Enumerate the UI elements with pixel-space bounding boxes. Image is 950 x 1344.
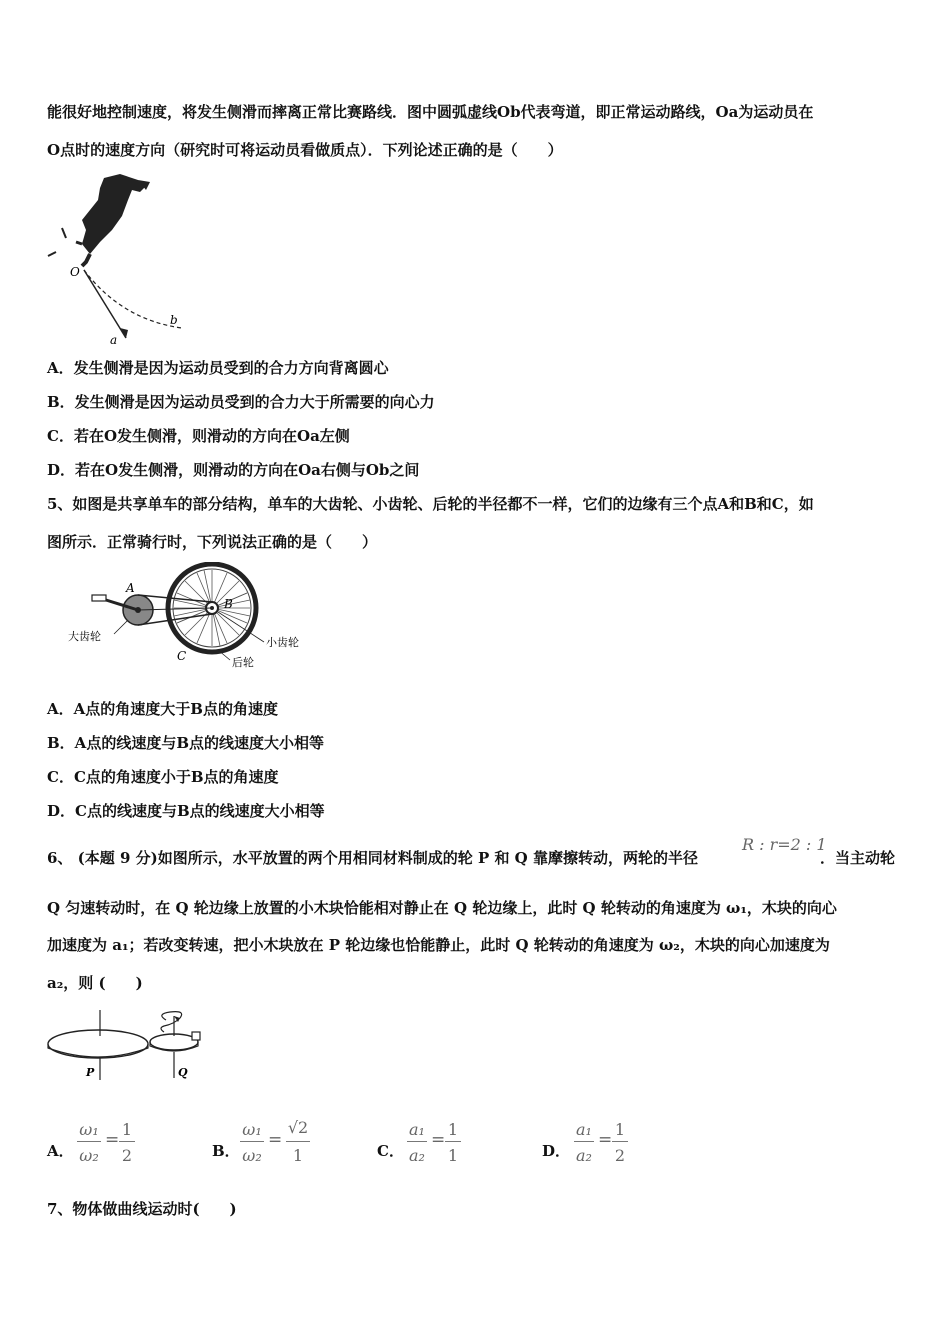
option-label: D． [542,1142,571,1160]
q5-text-line2: 图所示．正常骑行时，下列说法正确的是（ ） [47,533,378,551]
result-numerator: 1 [121,1120,133,1139]
q4-option-b: B．发生侧滑是因为运动员受到的合力大于所需要的向心力 [47,393,435,411]
q6-text-line1-post: ．当主动轮 [820,849,896,867]
wheel-p [48,1010,148,1080]
q4-option-a: A．发生侧滑是因为运动员受到的合力方向背离圆心 [47,359,389,377]
result-numerator: 1 [614,1120,626,1139]
rear-wheel-label: 后轮 [232,656,254,669]
wheel-q-label: Q [178,1066,188,1079]
skater-figure [42,170,192,350]
fraction-numerator: ω₁ [242,1120,262,1139]
radius-ratio: R : r=2 : 1 [742,835,827,854]
q6-text-line4: a₂，则 ( ) [47,974,143,992]
point-a-label: A [126,581,135,595]
result-numerator: √2 [287,1118,309,1137]
point-o-label: O [70,265,80,279]
q4-option-c: C．若在O发生侧滑，则滑动的方向在Oa左侧 [47,427,350,445]
wheel-q [150,1012,200,1078]
q5-option-d: D．C点的线速度与B点的线速度大小相等 [47,802,325,820]
q6-option-c: C． a₁ a₂ = 1 1 [377,1118,487,1168]
fraction-denominator: ω₂ [79,1146,99,1165]
result-denominator: 2 [614,1146,626,1165]
big-gear-label: 大齿轮 [68,630,101,643]
q4-text-line2: O点时的速度方向（研究时可将运动员看做质点）．下列论述正确的是（ ） [47,141,563,159]
option-label: C． [377,1142,404,1160]
wheels-figure [46,1008,216,1088]
result-denominator: 1 [447,1146,459,1165]
wheel-p-label: P [86,1066,95,1079]
q6-option-b: B． ω₁ ω₂ = √2 1 [212,1118,322,1168]
point-c-label: C [177,649,187,663]
q5-option-b: B．A点的线速度与B点的线速度大小相等 [47,734,324,752]
fraction-numerator: a₁ [409,1120,425,1139]
fraction-denominator: a₂ [576,1146,592,1165]
q6-text-line1-pre: 6、 (本题 9 分)如图所示，水平放置的两个用相同材料制成的轮 P 和 Q 靠摩擦转动，两轮的半径 [47,849,698,867]
q4-text-line1: 能很好地控制速度，将发生侧滑而摔离正常比赛路线．图中圆弧虚线Ob代表弯道，即正常运动路线，Oa为运动员在 [47,103,814,121]
skater-silhouette [76,174,150,266]
q7-text-line1: 7、物体做曲线运动时( ) [47,1200,237,1218]
point-b-label: b [170,313,178,327]
q5-option-c: C．C点的角速度小于B点的角速度 [47,768,279,786]
fraction-numerator: ω₁ [79,1120,99,1139]
bicycle-figure [66,562,316,672]
q6-text-line3: 加速度为 a₁；若改变转速，把小木块放在 P 轮边缘也恰能静止，此时 Q 轮转动的角速度为 ω₂，木块的向心加速度为 [47,936,830,954]
fraction-denominator: a₂ [409,1146,425,1165]
option-label: A． [47,1142,74,1160]
fraction-numerator: a₁ [576,1120,592,1139]
q4-option-d: D．若在O发生侧滑，则滑动的方向在Oa右侧与Ob之间 [47,461,420,479]
point-b-label: B [224,597,233,611]
q6-option-d: D． a₁ a₂ = 1 2 [542,1118,652,1168]
point-a-label: a [110,333,118,347]
result-denominator: 2 [121,1146,133,1165]
small-gear-label: 小齿轮 [266,636,299,649]
q5-text-line1: 5、如图是共享单车的部分结构，单车的大齿轮、小齿轮、后轮的半径都不一样，它们的边缘有三个点A和B和C，如 [47,495,814,513]
q6-text-line2: Q 匀速转动时，在 Q 轮边缘上放置的小木块恰能相对静止在 Q 轮边缘上，此时 Q 轮转动的角速度为 ω₁，木块的向心 [47,899,837,917]
fraction-denominator: ω₂ [242,1146,262,1165]
wood-block [192,1032,200,1040]
result-denominator: 1 [292,1146,304,1165]
option-label: B． [212,1142,240,1160]
q5-option-a: A．A点的角速度大于B点的角速度 [47,700,278,718]
result-numerator: 1 [447,1120,459,1139]
q6-option-a: A． ω₁ ω₂ = 1 2 [47,1118,157,1168]
